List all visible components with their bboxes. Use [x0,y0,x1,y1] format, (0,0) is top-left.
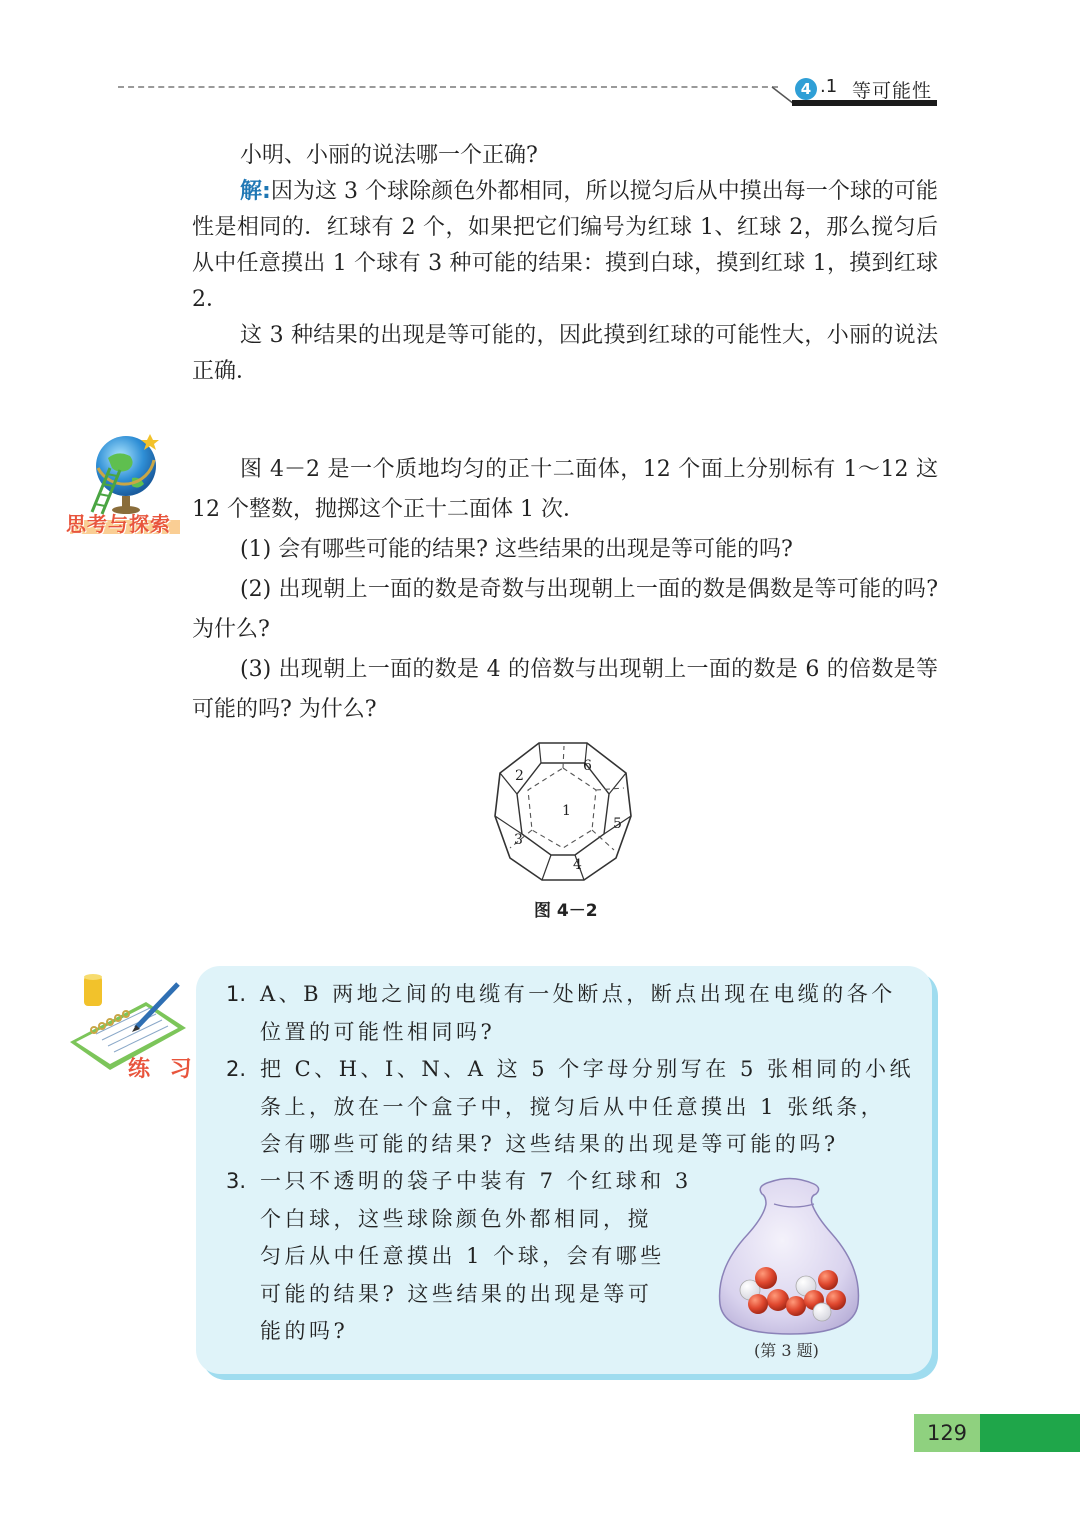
item-number: 3. [226,1169,247,1193]
solution-paragraph-2: 这 3 种结果的出现是等可能的，因此摸到红球的可能性大，小丽的说法正确． [192,323,938,384]
item-number: 1. [226,982,247,1006]
item-number: 2. [226,1057,247,1081]
face-label: 3 [514,832,523,848]
solution-paragraph-1 [192,174,938,318]
think-explore-label: 思考与探索 [66,512,171,536]
item-text: 条上，放在一个盒子中，搅匀后从中任意摸出 1 张纸条， [260,1094,886,1119]
item-text: 位置的可能性相同吗? [260,1019,496,1044]
face-label: 5 [613,816,622,832]
item-text: 匀后从中任意摸出 1 个球，会有哪些 [260,1244,665,1268]
practice-label: 练 习 [128,1057,198,1082]
item-text: 把 C、H、I、N、A 这 5 个字母分别写在 5 张相同的小纸 [260,1057,914,1081]
practice-item-3 [226,1163,692,1351]
figure-caption: 图 4－2 [534,901,598,921]
section-number-suffix: .1 [820,76,838,97]
item-text: A、B 两地之间的电缆有一处断点，断点出现在电缆的各个 [260,982,896,1006]
think-question-3: (3) 出现朝上一面的数是 4 的倍数与出现朝上一面的数是 6 的倍数是等可能的吗? 为什么? [192,657,938,722]
item-text: 会有哪些可能的结果? 这些结果的出现是等可能的吗? [260,1132,839,1156]
solution-text: 因为这 3 个球除颜色外都相同，所以搅匀后从中摸出每一个球的可能性是相同的．红球有 2 个，如果把它们编号为红球 1、红球 2，那么搅匀后从中任意摸出 1 个球有 3 种可能的结果：摸到白球，摸到红球 1，摸到红球 2． [192,179,938,312]
header-dashed-rule [118,86,778,88]
dodecahedron-figure [488,738,638,884]
section-title: 等可能性 [852,80,933,102]
ball-bag-illustration [718,1176,864,1336]
practice-item-2 [226,1051,914,1164]
section-number-badge: 4 [795,78,817,100]
page-number: 129 [914,1414,980,1452]
face-label: 6 [583,758,592,774]
practice-item-1 [226,976,896,1051]
face-label: 4 [573,857,582,873]
item-text: 可能的结果? 这些结果的出现是等可 [260,1281,653,1306]
item-text: 一只不透明的袋子中装有 7 个红球和 3 [260,1169,692,1193]
think-question-1: (1) 会有哪些可能的结果? 这些结果的出现是等可能的吗? [240,537,793,562]
think-intro: 图 4－2 是一个质地均匀的正十二面体，12 个面上分别标有 1～12 这 12 个整数，抛掷这个正十二面体 1 次． [192,457,938,522]
solution-question: 小明、小丽的说法哪一个正确? [240,143,538,168]
think-question-2: (2) 出现朝上一面的数是奇数与出现朝上一面的数是偶数是等可能的吗? 为什么? [192,577,938,642]
bag-caption: (第 3 题) [754,1341,819,1360]
item-text: 个白球，这些球除颜色外都相同，搅 [260,1206,652,1231]
page-number-bar [980,1414,1080,1452]
solution-label: 解: [240,179,271,204]
face-label: 2 [515,768,524,784]
face-label: 1 [562,803,571,819]
item-text: 能的吗? [260,1319,349,1343]
